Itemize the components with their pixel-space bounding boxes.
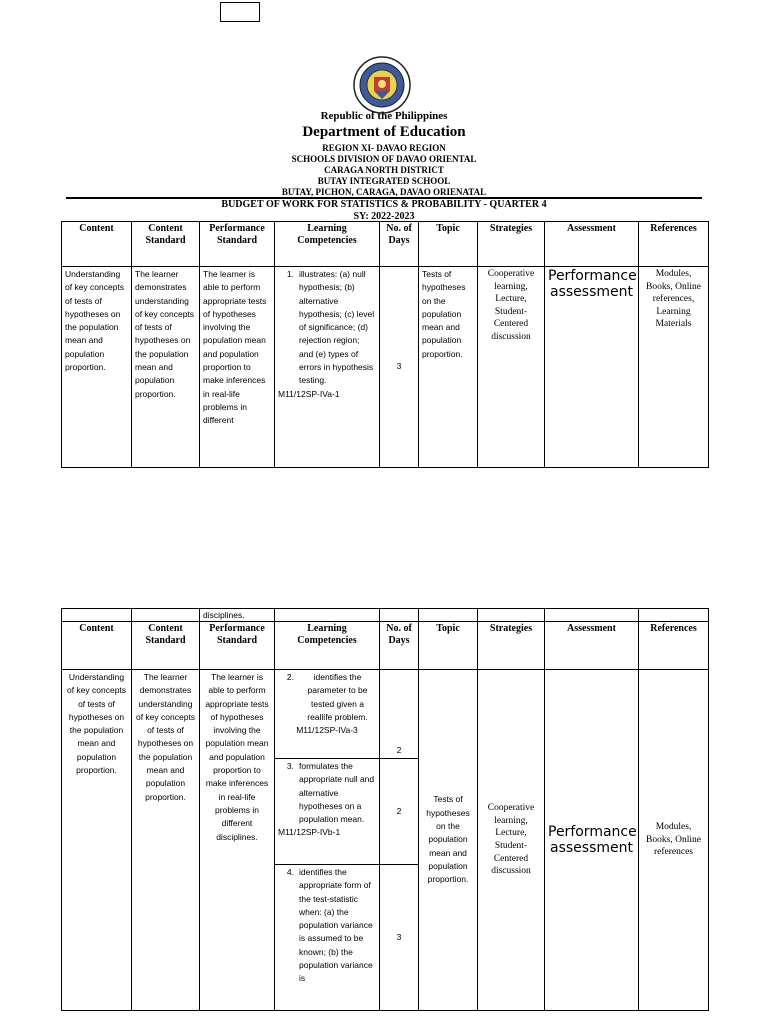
col-header-assessment: Assessment: [545, 622, 639, 670]
learning-competency-cell: [275, 759, 380, 865]
performance-standard-cell: The learner is able to perform appropriate tests of hypotheses involving the population mean and population proportion to make inferences in real-life problems in different disciplines.: [200, 670, 275, 1011]
republic-line: Republic of the Philippines: [320, 110, 448, 122]
assessment-cell: Performance assessment: [545, 267, 639, 468]
col-header-references: References: [639, 222, 709, 267]
col-header-performance-standard: Performance Standard: [200, 622, 275, 670]
header-row: [62, 622, 709, 670]
competency-item: [278, 671, 376, 724]
budget-table-2: [61, 608, 709, 1011]
region-line: REGION XI- DAVAO REGION: [322, 143, 446, 153]
carryover-text: disciplines.: [200, 609, 275, 622]
days-cell: 3: [380, 267, 419, 468]
competency-text: identifies the parameter to be tested given a reallife problem.: [307, 672, 368, 722]
col-header-references: References: [639, 622, 709, 670]
competency-code: M11/12SP-IVb-1: [278, 827, 341, 838]
col-header-content-standard: Content Standard: [132, 222, 200, 267]
col-header-learning-competencies: Learning Competencies: [275, 222, 380, 267]
address-line: BUTAY, PICHON, CARAGA, DAVAO ORIENATAL: [281, 187, 487, 197]
school-line: BUTAY INTEGRATED SCHOOL: [317, 176, 451, 186]
col-header-days: No. of Days: [380, 622, 419, 670]
col-header-assessment: Assessment: [545, 222, 639, 267]
learning-competency-cell: [275, 670, 380, 759]
topic-cell: Tests of hypotheses on the population mean and population proportion.: [419, 267, 478, 468]
col-header-days: No. of Days: [380, 222, 419, 267]
topic-cell: Tests of hypotheses on the population mean and population proportion.: [419, 670, 478, 1011]
strategies-cell: Cooperative learning, Lecture, Student-Centered discussion: [478, 267, 545, 468]
content-standard-cell: The learner demonstrates understanding of key concepts of tests of hypotheses on the population mean and population proportion.: [132, 670, 200, 1011]
competency-text: illustrates: (a) null hypothesis; (b) alternative hypothesis; (c) level of significance; (d) rejection region; and (e) types of errors in hypothesis testing.: [299, 269, 375, 386]
col-header-performance-standard: Performance Standard: [200, 222, 275, 267]
competency-item: [278, 760, 376, 826]
competency-item: [278, 866, 376, 986]
competency-number: 1.: [286, 269, 294, 279]
budget-table-1: [61, 221, 709, 468]
table-row: [62, 267, 709, 468]
competency-number: 2.: [286, 672, 294, 682]
learning-competency-cell: [275, 865, 380, 1011]
col-header-content: Content: [62, 222, 132, 267]
days-cell: 3: [380, 865, 419, 1011]
competency-text: formulates the appropriate null and alternative hypotheses on a population mean.: [299, 761, 375, 825]
references-cell: Modules, Books, Online references: [639, 670, 709, 1011]
col-header-topic: Topic: [419, 222, 478, 267]
budget-title: BUDGET OF WORK FOR STATISTICS & PROBABILITY - QUARTER 4: [221, 199, 547, 210]
competency-item: [278, 268, 376, 388]
carryover-row: [62, 609, 709, 622]
header-row: [62, 222, 709, 267]
content-standard-cell: The learner demonstrates understanding of key concepts of tests of hypotheses on the population mean and population proportion.: [132, 267, 200, 468]
col-header-learning-competencies: Learning Competencies: [275, 622, 380, 670]
days-cell: 2: [380, 670, 419, 759]
col-header-topic: Topic: [419, 622, 478, 670]
competency-number: 3.: [286, 761, 294, 771]
competency-code: M11/12SP-IVa-1: [278, 388, 340, 399]
competency-code: M11/12SP-IVa-3: [296, 725, 358, 736]
days-cell: 2: [380, 759, 419, 865]
col-header-strategies: Strategies: [478, 622, 545, 670]
school-year: SY: 2022-2023: [353, 211, 415, 222]
assessment-cell: Performance assessment: [545, 670, 639, 1011]
performance-standard-cell: The learner is able to perform appropriate tests of hypotheses involving the population mean and population proportion to make inferences in real-life problems in different: [200, 267, 275, 468]
col-header-content-standard: Content Standard: [132, 622, 200, 670]
content-cell: Understanding of key concepts of tests of hypotheses on the population mean and population proportion.: [62, 670, 132, 1011]
col-header-strategies: Strategies: [478, 222, 545, 267]
table-row: [62, 670, 709, 759]
competency-number: 4.: [286, 867, 294, 877]
content-cell: Understanding of key concepts of tests of hypotheses on the population mean and population proportion.: [62, 267, 132, 468]
competency-text: identifies the appropriate form of the test-statistic when: (a) the population variance is assumed to be known; (b) the population variance is: [299, 867, 373, 984]
learning-competency-cell: [275, 267, 380, 468]
district-line: CARAGA NORTH DISTRICT: [324, 165, 444, 175]
strategies-cell: Cooperative learning, Lecture, Student-Centered discussion: [478, 670, 545, 1011]
department-title: Department of Education: [302, 124, 466, 140]
blank-box: [220, 2, 260, 22]
division-line: SCHOOLS DIVISION OF DAVAO ORIENTAL: [291, 154, 477, 164]
col-header-content: Content: [62, 622, 132, 670]
references-cell: Modules, Books, Online references, Learning Materials: [639, 267, 709, 468]
deped-seal-icon: [352, 55, 412, 115]
